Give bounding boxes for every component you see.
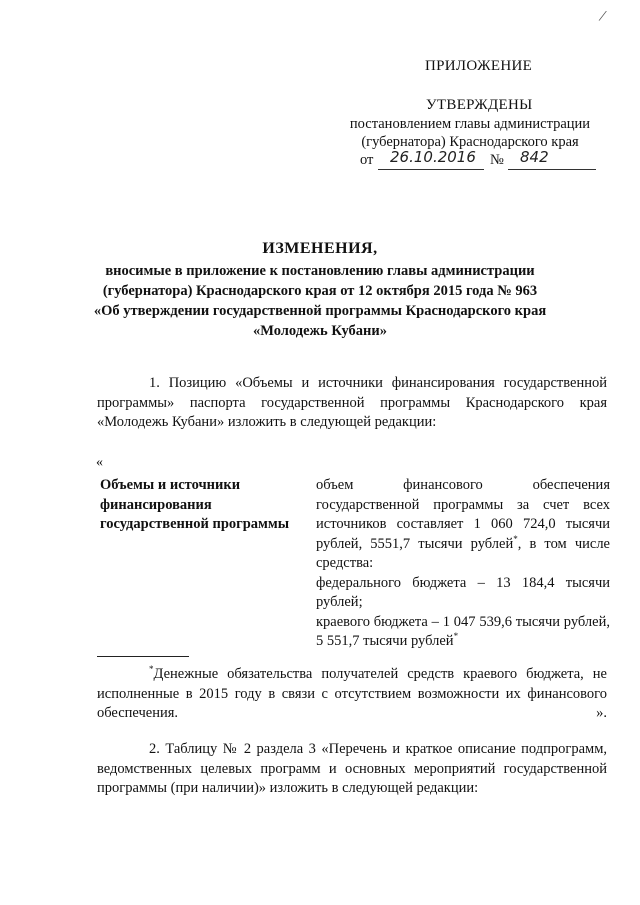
passport-regional: краевого бюджета – 1 047 539,6 тысячи рублей, 5 551,7 тысячи рублей* <box>316 613 610 649</box>
heading-line-4: «Молодежь Кубани» <box>252 323 388 339</box>
quote-close-mark: ». <box>596 705 607 721</box>
approved-by-line-2: (губернатора) Краснодарского края <box>361 134 579 150</box>
page-mark: / <box>598 7 606 26</box>
approved-label: УТВЕРЖДЕНЫ <box>426 97 533 113</box>
heading-line-1: вносимые в приложение к постановлению главы администрации <box>105 263 535 279</box>
paragraph-1: 1. Позицию «Объемы и источники финансирования государственной программы» паспорта государственной программы Краснодарского края «Молодежь Кубани» изложить в следующей редакции: <box>97 375 607 430</box>
footnote-divider <box>97 656 189 657</box>
document-heading: ИЗМЕНЕНИЯ, <box>262 240 378 257</box>
date-number-row <box>360 148 600 174</box>
number-label: № <box>490 152 504 168</box>
appendix-label: ПРИЛОЖЕНИЕ <box>425 58 533 74</box>
passport-value <box>316 476 610 652</box>
passport-federal: федерального бюджета – 13 184,4 тысячи рублей; <box>316 574 610 610</box>
from-label: от <box>360 152 374 168</box>
heading-line-2: (губернатора) Краснодарского края от 12 октября 2015 года № 963 <box>102 283 538 299</box>
passport-label: Объемы и источники финансирования государственной программы <box>100 477 290 532</box>
heading-line-3: «Об утверждении государственной программы Краснодарского края <box>93 303 547 319</box>
handwritten-date: 26.10.2016 <box>390 148 476 166</box>
paragraph-2: 2. Таблицу № 2 раздела 3 «Перечень и краткое описание подпрограмм, ведомственных целевых программ и основных мероприятий государственной программы (при наличии)» изложить в следующей редакции: <box>97 741 607 796</box>
quote-open-mark: « <box>96 455 103 470</box>
footnote: *Денежные обязательства получателей средств краевого бюджета, не исполненные в 2015 году в связи с отсутствием возможности их финансового обеспечения. ». <box>97 665 607 724</box>
handwritten-number: 842 <box>520 148 549 166</box>
passport-total: объем финансового обеспечения государственной программы за счет всех источников составляет 1 060 724,0 тысячи рублей, 5551,7 тысячи рублей*, в том числе средства: <box>316 477 610 571</box>
approved-by-line-1: постановлением главы администрации <box>349 116 591 132</box>
